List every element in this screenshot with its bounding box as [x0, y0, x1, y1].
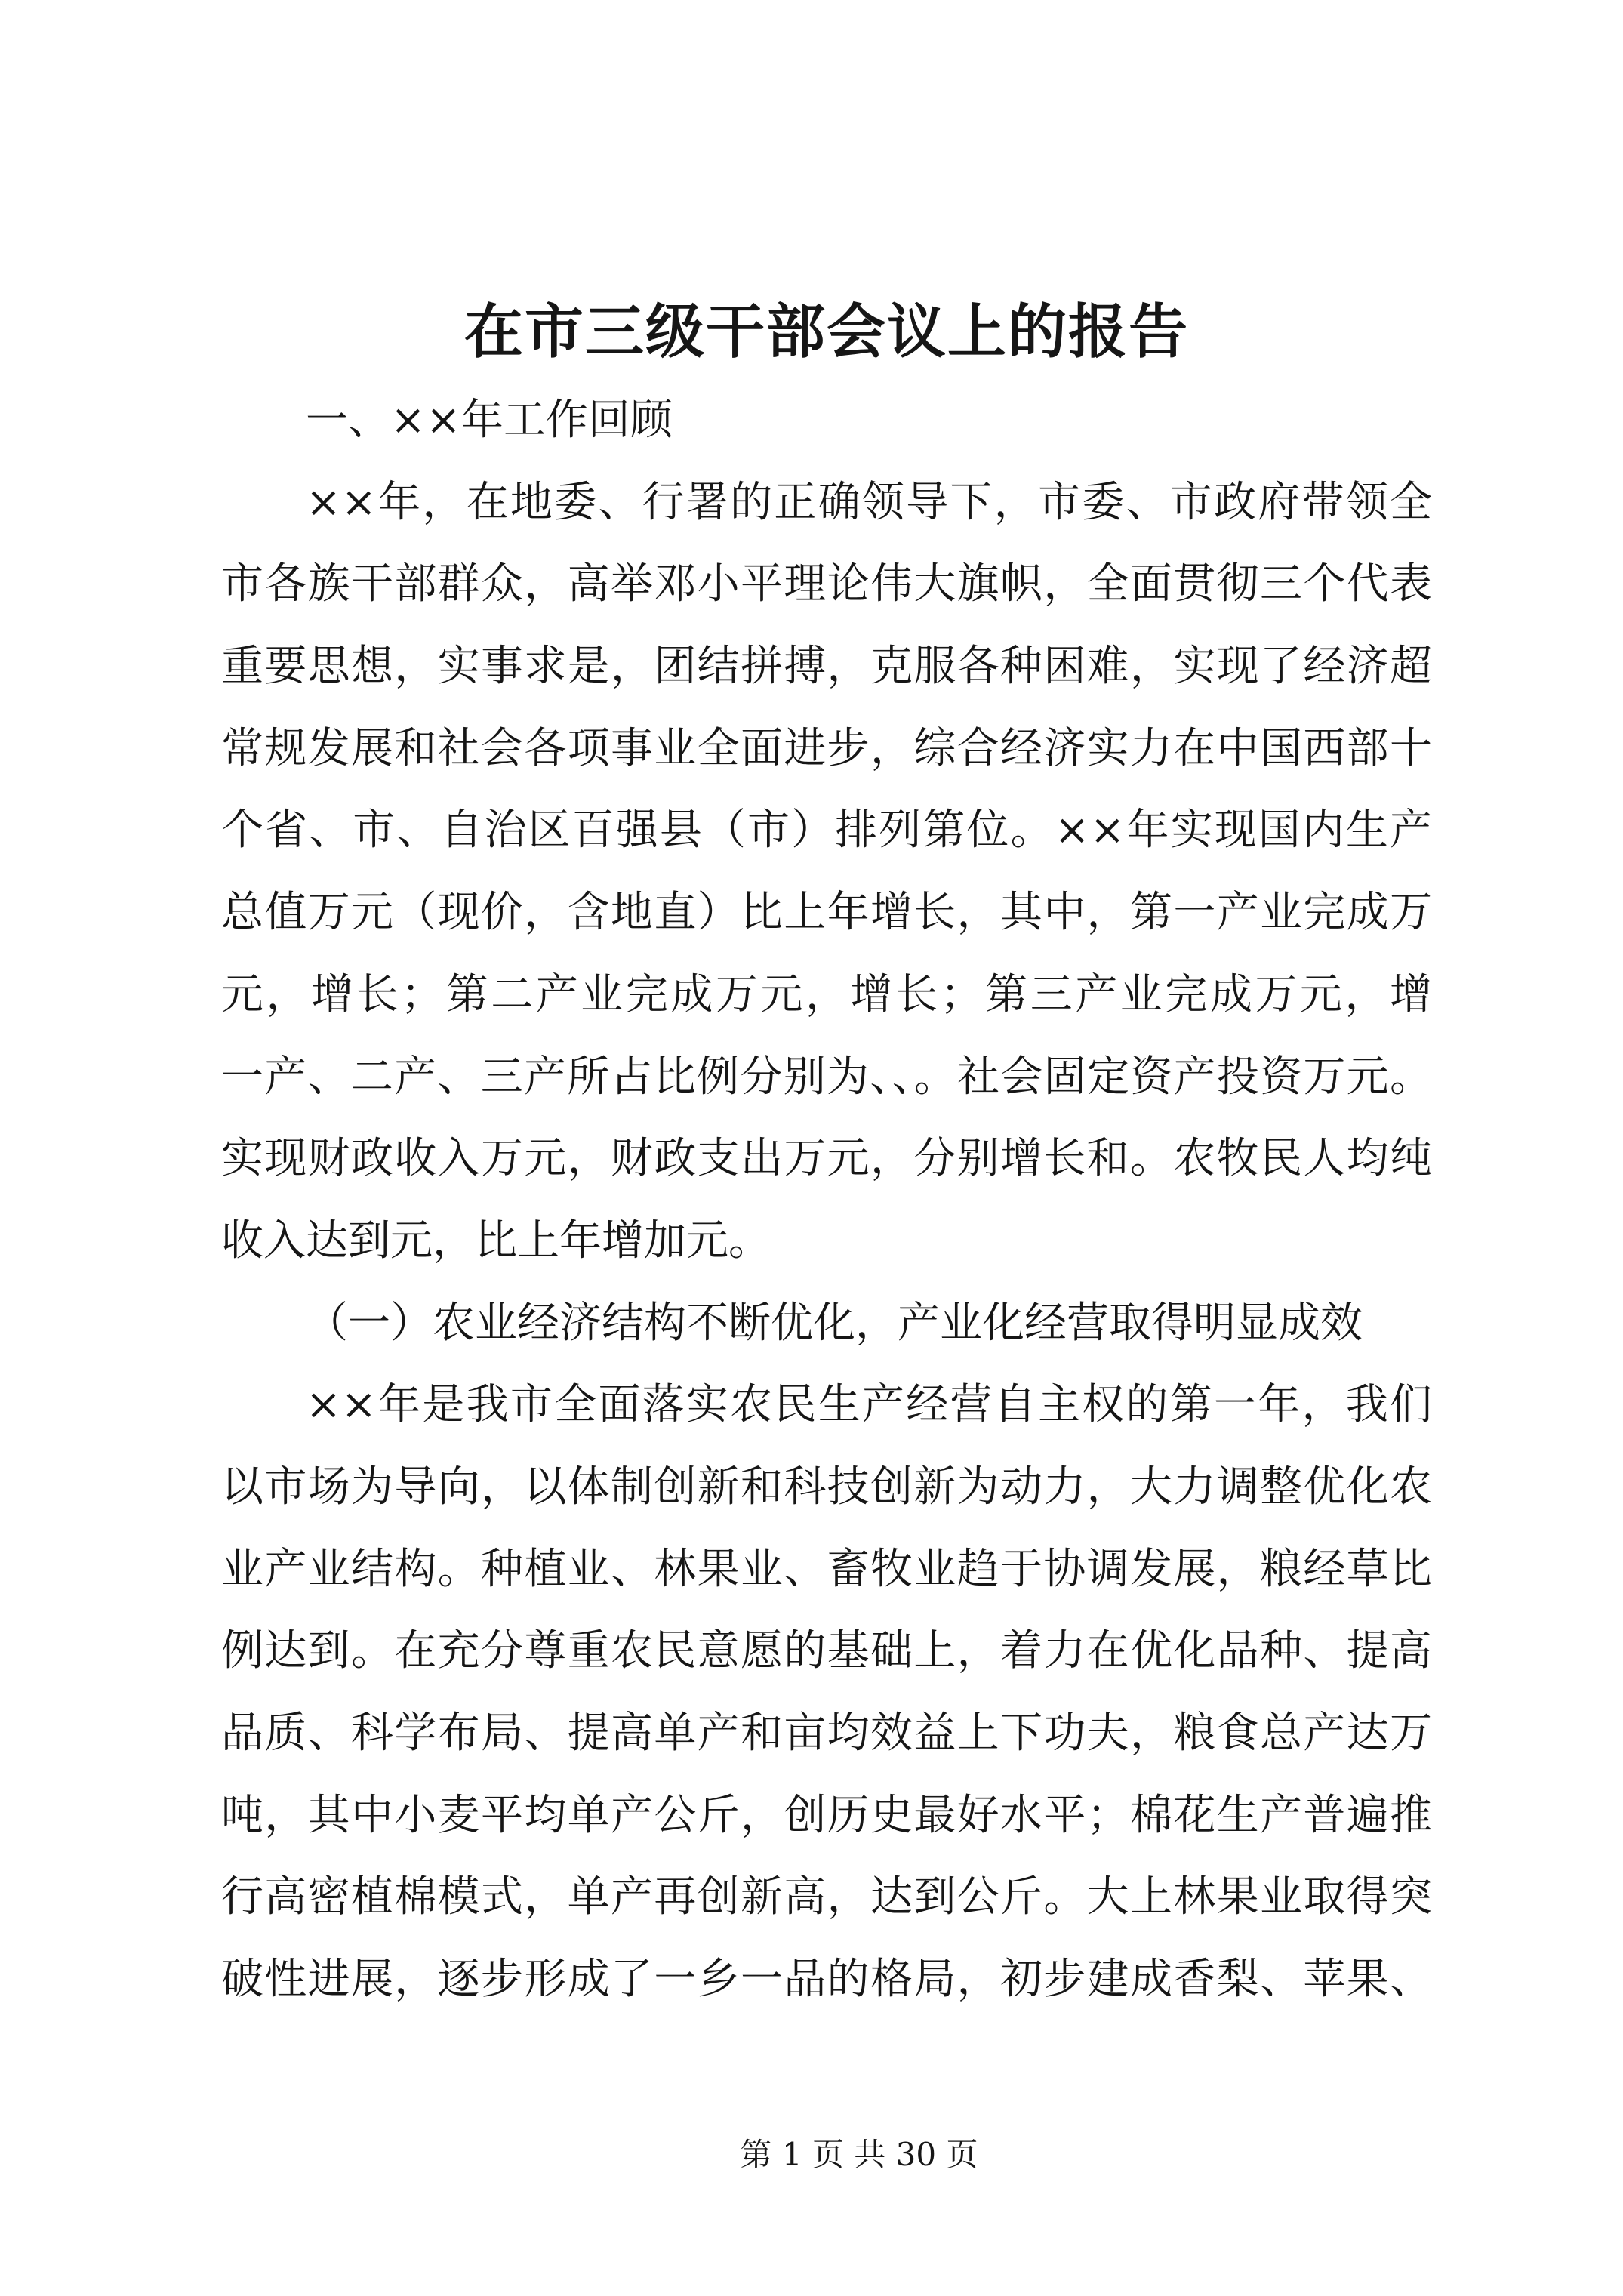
paragraph-line: 品质、科学布局、提高单产和亩均效益上下功夫，粮食总产达万 [221, 1709, 1432, 1758]
document-title: 在市三级干部会议上的报告 [463, 297, 1189, 366]
paragraph-line: 个省、市、自治区百强县（市）排列第位。××年实现国内生产 [221, 806, 1432, 855]
document-body [221, 380, 1432, 2021]
paragraph-line: ××年是我市全面落实农民生产经营自主权的第一年，我们 [306, 1380, 1432, 1430]
paragraph-line: 行高密植棉模式，单产再创新高，达到公斤。大上林果业取得突 [221, 1872, 1432, 1922]
paragraph-line: 例达到。在充分尊重农民意愿的基础上，着力在优化品种、提高 [221, 1626, 1432, 1676]
paragraph [221, 1364, 1432, 2021]
subsection-heading: （一）农业经济结构不断优化，产业化经营取得明显成效 [306, 1298, 1363, 1348]
paragraph-line: 市各族干部群众，高举邓小平理论伟大旗帜，全面贯彻三个代表 [221, 559, 1432, 609]
paragraph-line: ××年，在地委、行署的正确领导下，市委、市政府带领全 [306, 477, 1432, 527]
paragraph-line: 以市场为导向，以体制创新和科技创新为动力，大力调整优化农 [221, 1462, 1432, 1512]
page-footer: 第 1 页 共 30 页 [740, 2136, 978, 2173]
section-heading: 一、××年工作回顾 [306, 396, 673, 445]
paragraph-line: 业产业结构。种植业、林果业、畜牧业趋于协调发展，粮经草比 [221, 1544, 1432, 1594]
paragraph-line: 重要思想，实事求是，团结拼搏，克服各种困难，实现了经济超 [221, 642, 1432, 692]
paragraph-line: 实现财政收入万元，财政支出万元，分别增长和。农牧民人均纯 [221, 1134, 1432, 1184]
paragraph-line: 一产、二产、三产所占比例分别为、、。社会固定资产投资万元。 [221, 1052, 1432, 1102]
paragraph-line: 总值万元（现价，含地直）比上年增长，其中，第一产业完成万 [221, 888, 1432, 938]
paragraph-line: 破性进展，逐步形成了一乡一品的格局，初步建成香梨、苹果、 [221, 1955, 1432, 2005]
paragraph-line: 元，增长；第二产业完成万元，增长；第三产业完成万元，增 [221, 969, 1432, 1019]
paragraph-line: 收入达到元，比上年增加元。 [221, 1216, 771, 1265]
paragraph-line: 常规发展和社会各项事业全面进步，综合经济实力在中国西部十 [221, 723, 1432, 773]
paragraph [221, 462, 1432, 1283]
paragraph-line: 吨，其中小麦平均单产公斤，创历史最好水平；棉花生产普遍推 [221, 1790, 1432, 1840]
